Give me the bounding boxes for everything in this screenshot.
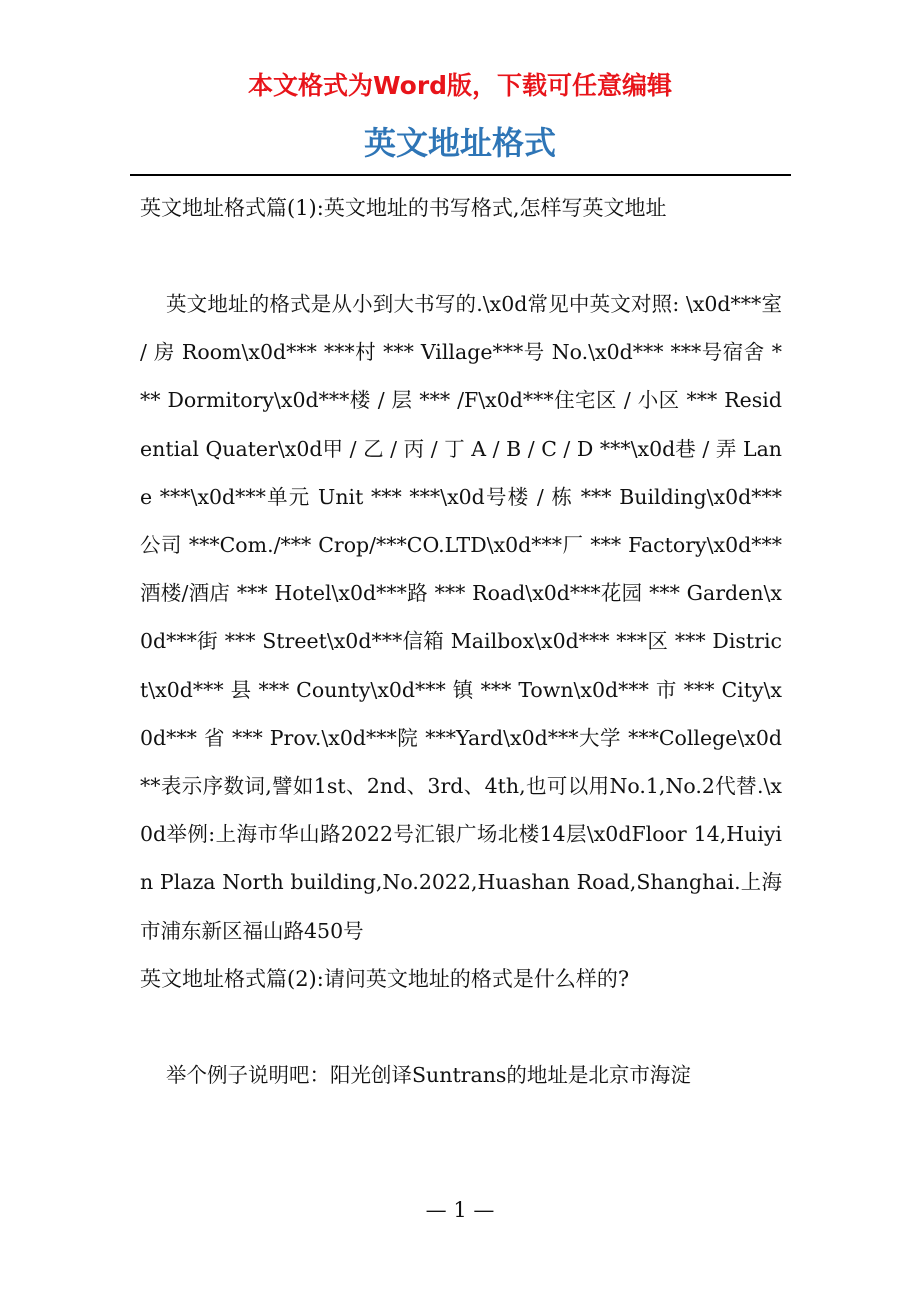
section-paragraph-1: 英文地址的格式是从小到大书写的.\x0d常见中英文对照: \x0d***室 / 房 Room\x0d*** ***村 *** Village***号 No.\x0d*** ***号宿舍 *** Dormitory\x0d***楼 / 层 *** /F\x0d***住宅区 / 小区 *** Residential Quater\x0d甲 / 乙 / 丙 / 丁 A / B / C / D ***\x0d巷 / 弄 Lane ***\x0d***单元 Unit *** ***\x0d号楼 / 栋 *** Building\x0d***公司 ***Com./*** Crop/***CO.LTD\x0d***厂 *** Factory\x0d***酒楼/酒店 *** Hotel\x0d***路 *** Road\x0d***花园 *** Garden\x0d***街 *** Street\x0d***信箱 Mailbox\x0d*** ***区 *** District\x0d*** 县 *** County\x0d*** 镇 *** Town\x0d*** 市 *** City\x0d*** 省 *** Prov.\x0d***院 ***Yard\x0d***大学 ***College\x0d**表示序数词,譬如1st、2nd、3rd、4th,也可以用No.1,No.2代替.\x0d举例:上海市华山路2022号汇银广场北楼14层\x0dFloor 14,Huiyin Plaza North building,No.2022,Huashan Road,Shanghai.上海市浦东新区福山路450号 <box>140 292 782 943</box>
document-title: 英文地址格式 <box>363 124 556 162</box>
section-spacer <box>140 1003 782 1051</box>
document-body <box>140 184 782 1099</box>
page-number: — 1 — <box>425 1198 495 1222</box>
section-spacer <box>140 232 782 280</box>
title-divider <box>130 174 791 176</box>
download-banner: 本文格式为Word版，下载可任意编辑 <box>247 71 673 100</box>
section-heading-1: 英文地址格式篇(1):英文地址的书写格式,怎样写英文地址 <box>140 196 667 220</box>
section-heading-2: 英文地址格式篇(2):请问英文地址的格式是什么样的? <box>140 966 630 991</box>
section-paragraph-2: 举个例子说明吧：阳光创译Suntrans的地址是北京市海淀 <box>166 1062 691 1087</box>
